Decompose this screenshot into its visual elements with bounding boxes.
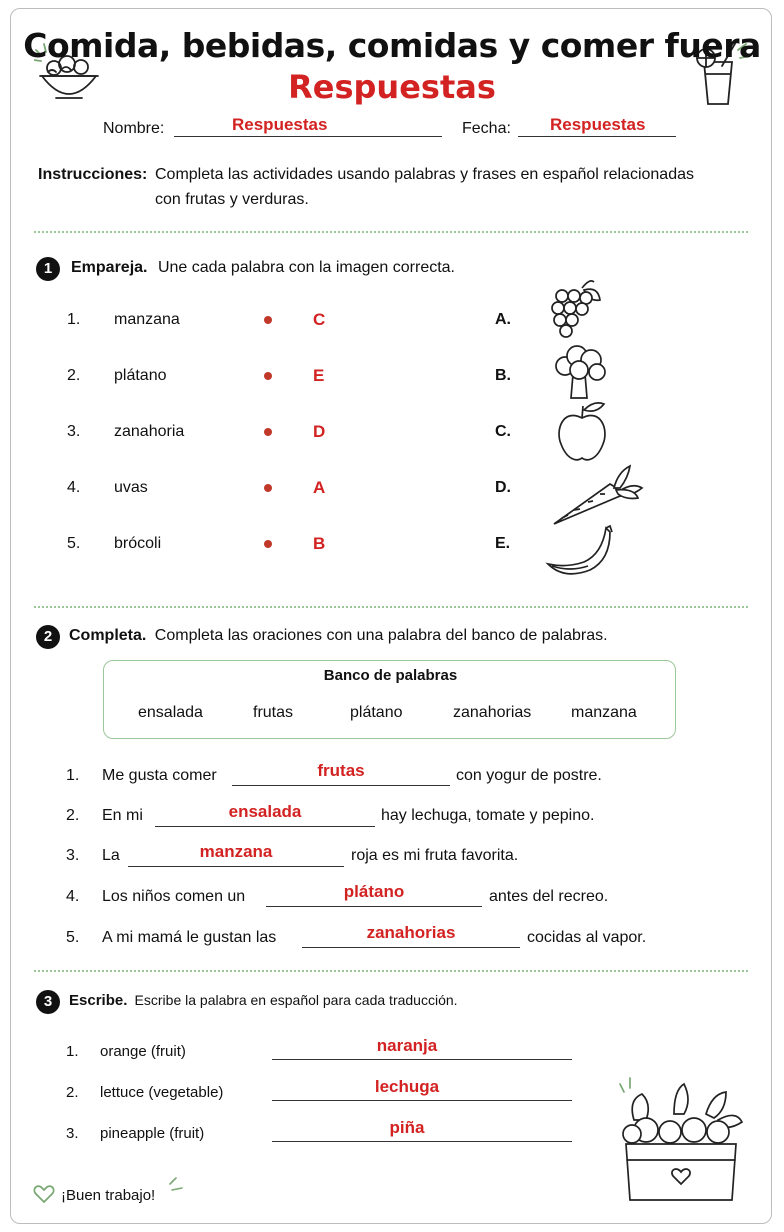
- answer-key-subtitle: Respuestas: [288, 68, 496, 106]
- worksheet-title: Comida, bebidas, comidas y comer fuera: [23, 26, 761, 65]
- section-3-number: 3: [36, 990, 60, 1014]
- match-number: 4.: [67, 479, 81, 496]
- sentence-answer: zanahorias: [302, 925, 520, 948]
- name-value: Respuestas: [232, 115, 328, 134]
- sentence-answer: plátano: [266, 884, 482, 907]
- match-answer: A: [313, 478, 326, 497]
- translation-english: pineapple (fruit): [100, 1125, 205, 1142]
- word-bank-word: ensalada: [138, 704, 203, 721]
- word-bank: [103, 660, 676, 739]
- section-3-heading: [69, 992, 458, 1009]
- section-1-instructions: Une cada palabra con la imagen correcta.: [157, 259, 455, 276]
- match-answer: D: [313, 422, 326, 441]
- banana-icon: [544, 524, 616, 580]
- translation-answer: piña: [272, 1120, 572, 1142]
- section-1-number: 1: [36, 257, 60, 281]
- sentence-number: 2.: [66, 807, 80, 824]
- vegetable-crate-icon: [614, 1074, 748, 1204]
- translation-number: 1.: [66, 1043, 79, 1060]
- sentence-before: Los niños comen un: [102, 888, 246, 905]
- section-divider: [34, 231, 748, 233]
- translation-english: orange (fruit): [100, 1043, 186, 1060]
- apple-icon: [559, 403, 605, 460]
- instructions-line-1: Completa las actividades usando palabras y frases en español relacionadas: [155, 166, 694, 183]
- option-letter: B.: [495, 367, 511, 384]
- match-bullet: [264, 372, 272, 380]
- word-bank-word: frutas: [253, 704, 294, 721]
- sentence-answer: frutas: [232, 763, 450, 786]
- sentence-before: Me gusta comer: [102, 767, 217, 784]
- section-2-title: Completa.: [69, 627, 147, 644]
- sentence-before: En mi: [102, 807, 143, 824]
- translation-number: 3.: [66, 1125, 79, 1142]
- match-word: zanahoria: [114, 423, 185, 440]
- option-letter: D.: [495, 479, 511, 496]
- sentence-number: 5.: [66, 929, 80, 946]
- sentence-after: cocidas al vapor.: [527, 929, 647, 946]
- translation-number: 2.: [66, 1084, 79, 1101]
- name-field: [174, 116, 442, 137]
- sentence-number: 4.: [66, 888, 80, 905]
- section-2-number: 2: [36, 625, 60, 649]
- match-answer: C: [313, 310, 326, 329]
- match-number: 5.: [67, 535, 81, 552]
- sentence-answer: ensalada: [155, 804, 375, 827]
- option-letter: C.: [495, 423, 511, 440]
- match-number: 2.: [67, 367, 81, 384]
- sentence-before: A mi mamá le gustan las: [102, 929, 277, 946]
- match-bullet: [264, 316, 272, 324]
- word-bank-word: plátano: [350, 704, 403, 721]
- match-word: manzana: [114, 311, 180, 328]
- broccoli-icon: [553, 344, 609, 402]
- grapes-icon: [548, 278, 610, 340]
- sentence-after: con yogur de postre.: [456, 767, 602, 784]
- match-answer: E: [313, 366, 325, 385]
- sentence-after: antes del recreo.: [489, 888, 609, 905]
- section-2-heading: [69, 627, 608, 645]
- match-number: 3.: [67, 423, 81, 440]
- sentence-number: 1.: [66, 767, 80, 784]
- date-value: Respuestas: [550, 115, 646, 134]
- word-bank-word: zanahorias: [453, 704, 532, 721]
- match-word: uvas: [114, 479, 148, 496]
- section-1-heading: [71, 259, 455, 277]
- match-word: plátano: [114, 367, 167, 384]
- carrot-icon: [552, 462, 644, 528]
- instructions-label: Instrucciones:: [38, 166, 148, 183]
- sentence-number: 3.: [66, 847, 80, 864]
- name-label: Nombre:: [103, 120, 165, 137]
- sparkle-lines-icon: [166, 1176, 186, 1198]
- translation-answer: lechuga: [272, 1079, 572, 1101]
- section-1-title: Empareja.: [71, 259, 148, 276]
- date-field: [518, 116, 676, 137]
- section-2-instructions: Completa las oraciones con una palabra del banco de palabras.: [154, 627, 608, 644]
- section-divider: [34, 970, 748, 972]
- section-3-instructions: Escribe la palabra en español para cada traducción.: [134, 992, 458, 1008]
- translation-answer: naranja: [272, 1038, 572, 1060]
- date-label: Fecha:: [462, 120, 511, 137]
- sentence-before: La: [102, 847, 120, 864]
- section-3-title: Escribe.: [69, 992, 128, 1009]
- option-letter: A.: [495, 311, 511, 328]
- word-bank-word: manzana: [571, 704, 637, 721]
- sentence-after: roja es mi fruta favorita.: [351, 847, 519, 864]
- sentence-after: hay lechuga, tomate y pepino.: [381, 807, 595, 824]
- instructions-line-2: con frutas y verduras.: [155, 191, 309, 208]
- match-answer: B: [313, 534, 326, 553]
- match-bullet: [264, 428, 272, 436]
- match-bullet: [264, 484, 272, 492]
- word-bank-title: Banco de palabras: [323, 667, 458, 684]
- option-letter: E.: [495, 535, 511, 552]
- footer-message: ¡Buen trabajo!: [61, 1187, 156, 1204]
- section-divider: [34, 606, 748, 608]
- match-bullet: [264, 540, 272, 548]
- match-word: brócoli: [114, 535, 162, 552]
- heart-icon: [33, 1184, 55, 1204]
- translation-english: lettuce (vegetable): [100, 1084, 224, 1101]
- match-number: 1.: [67, 311, 81, 328]
- sentence-answer: manzana: [128, 844, 344, 867]
